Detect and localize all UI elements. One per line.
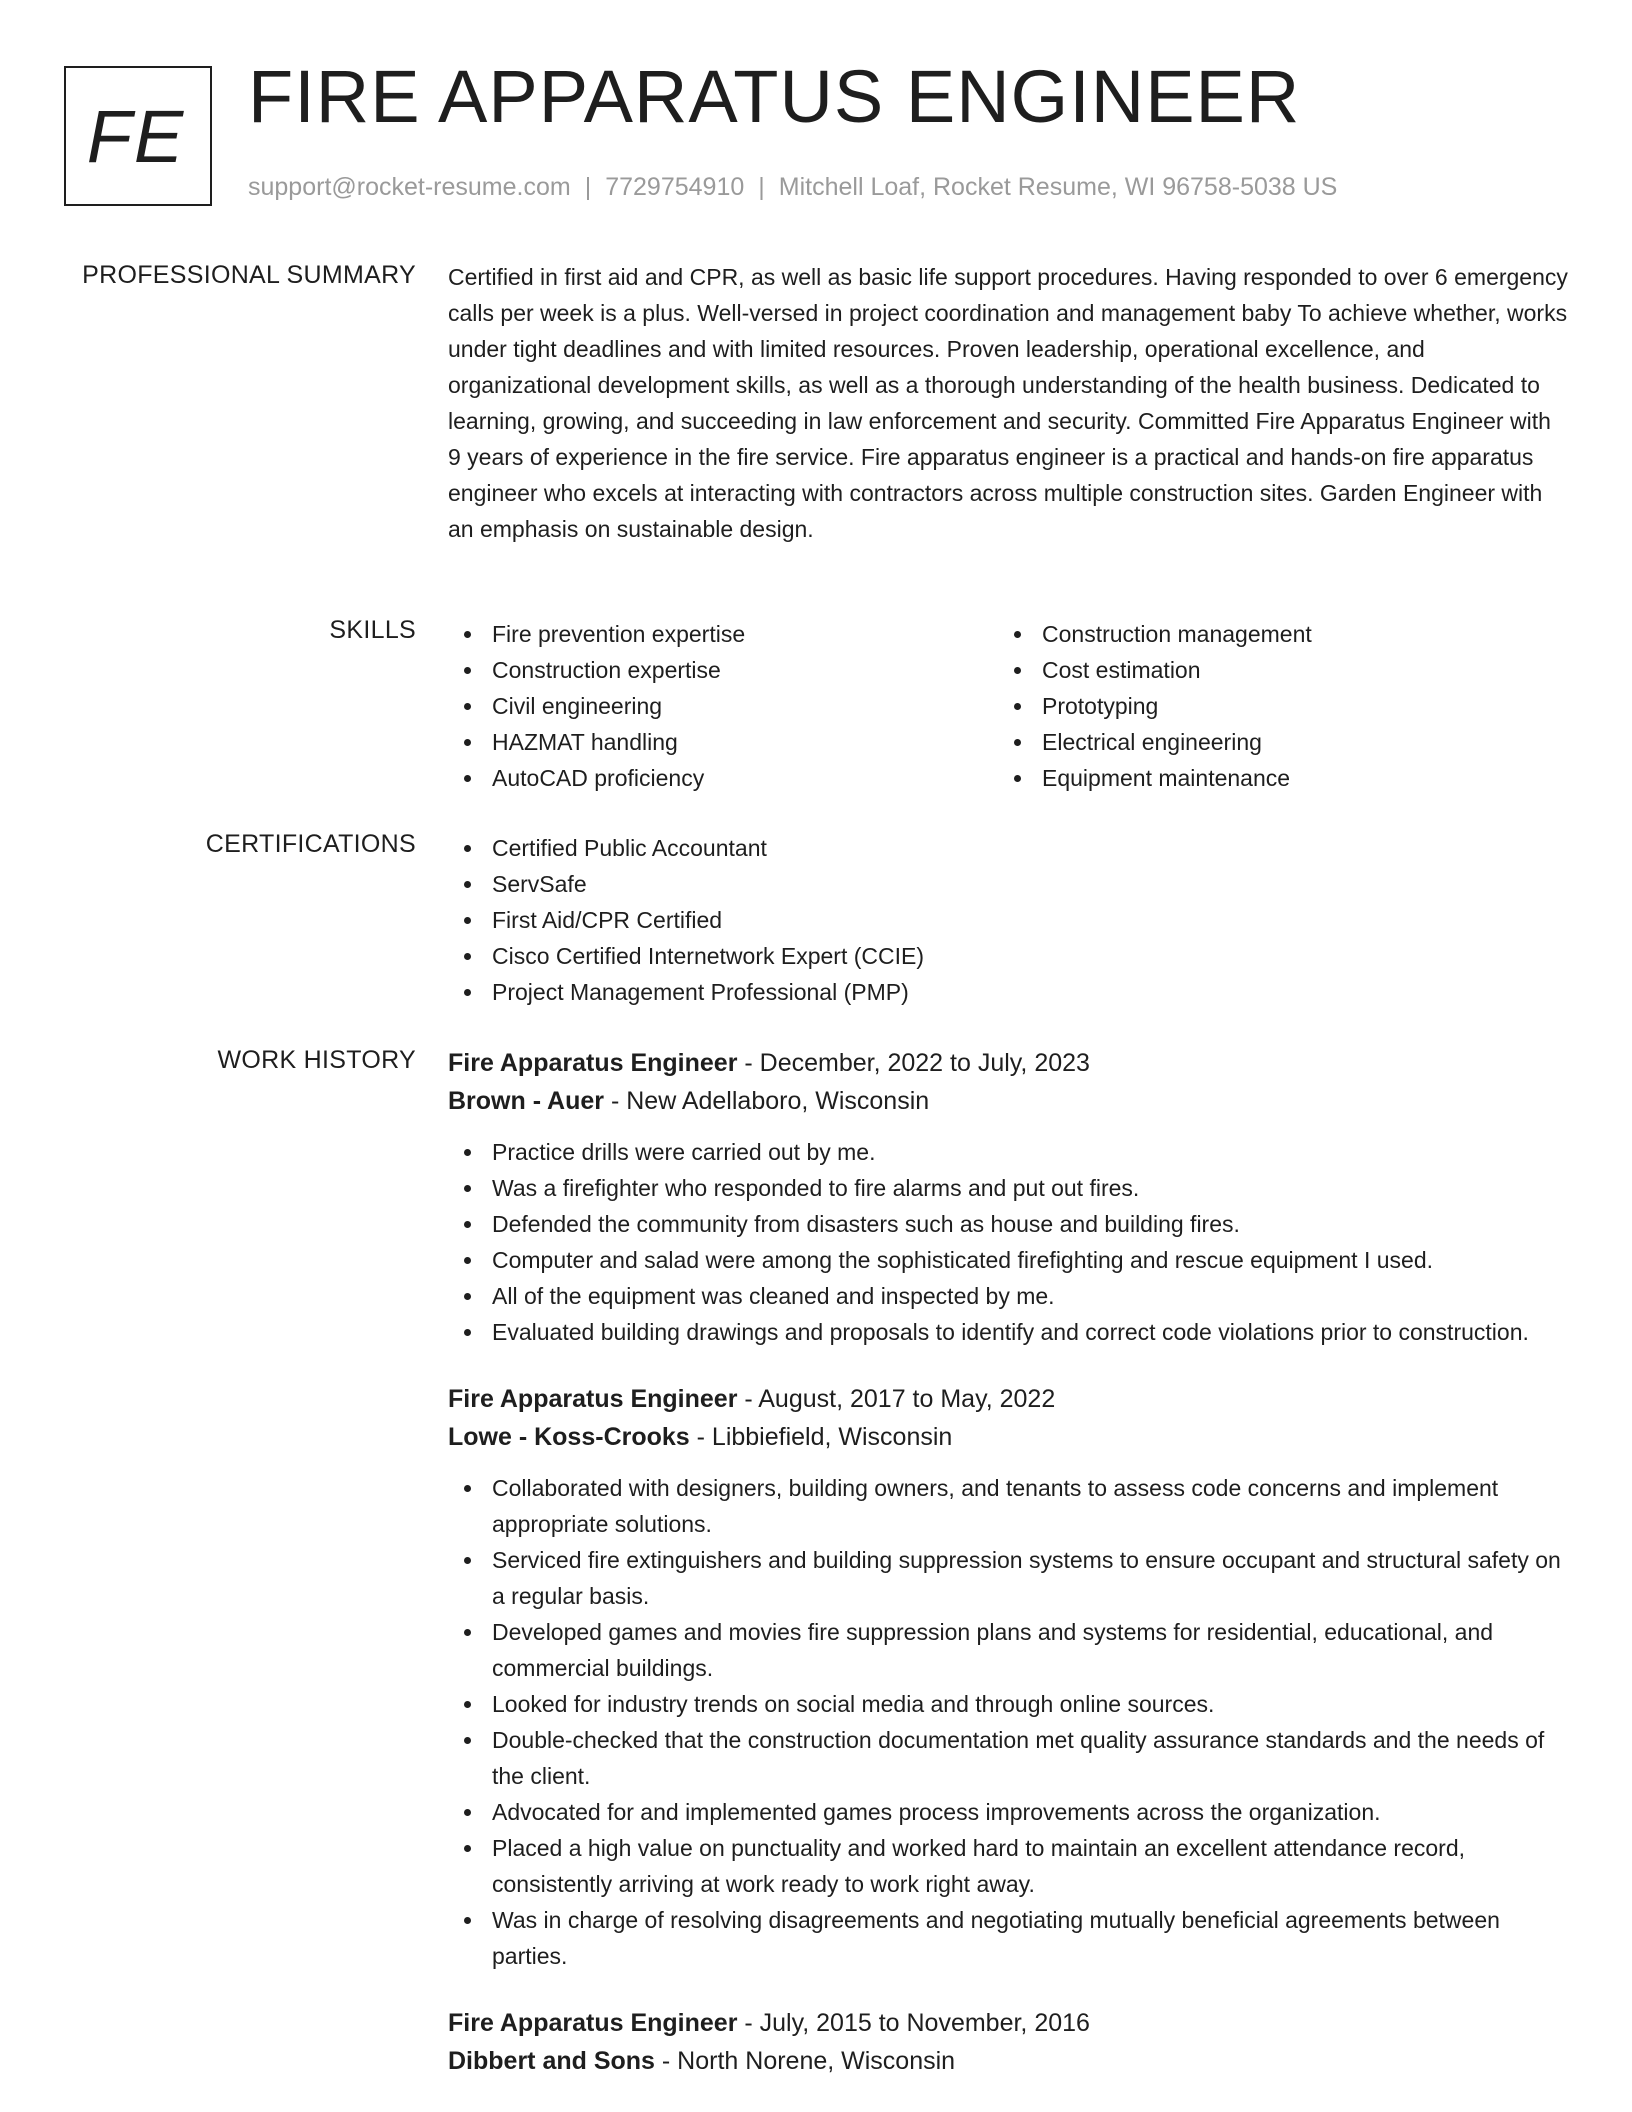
job-company-line	[448, 2042, 1568, 2080]
job-dates: - July, 2015 to November, 2016	[737, 2009, 1090, 2037]
list-item: Computer and salad were among the sophisticated firefighting and rescue equipment I used.	[448, 1242, 1568, 1278]
list-item: Equipment maintenance	[998, 760, 1312, 796]
list-item: Looked for industry trends on social media and through online sources.	[448, 1686, 1568, 1722]
job-company: Brown - Auer	[448, 1087, 605, 1115]
list-item: Cost estimation	[998, 652, 1312, 688]
list-item: Electrical engineering	[998, 724, 1312, 760]
list-item: Construction management	[998, 616, 1312, 652]
job-title-line	[448, 1044, 1568, 1082]
list-item: Was a firefighter who responded to fire alarms and put out fires.	[448, 1170, 1568, 1206]
list-item: Was in charge of resolving disagreements and negotiating mutually beneficial agreements between parties.	[448, 1902, 1568, 1974]
certifications-list	[448, 830, 1568, 1010]
list-item: Collaborated with designers, building owners, and tenants to assess code concerns and implement appropriate solutions.	[448, 1470, 1568, 1542]
contact-line	[248, 173, 1337, 202]
list-item: Construction expertise	[448, 652, 998, 688]
summary-text: Certified in first aid and CPR, as well as basic life support procedures. Having responded to over 6 emergency calls per week is a plus. Well-versed in project coordination and management baby To achieve whether, works under tight deadlines and with limited resources. Proven leadership, operational excellence, and organizational development skills, as well as a thorough understanding of the health business. Dedicated to learning, growing, and succeeding in law enforcement and security. Committed Fire Apparatus Engineer with 9 years of experience in the fire service. Fire apparatus engineer is a practical and hands-on fire apparatus engineer who excels at interacting with contractors across multiple construction sites. Garden Engineer with an emphasis on sustainable design.	[448, 264, 1568, 542]
certifications-heading: CERTIFICATIONS	[205, 830, 416, 858]
list-item: Fire prevention expertise	[448, 616, 998, 652]
list-item: Prototyping	[998, 688, 1312, 724]
job-duties-list	[448, 1134, 1568, 1350]
list-item: Defended the community from disasters such as house and building fires.	[448, 1206, 1568, 1242]
list-item: Developed games and movies fire suppression plans and systems for residential, educational, and commercial buildings.	[448, 1614, 1568, 1686]
summary-body	[448, 259, 1568, 547]
monogram-box	[64, 66, 212, 206]
list-item: Project Management Professional (PMP)	[448, 974, 1568, 1010]
list-item: Cisco Certified Internetwork Expert (CCIE)	[448, 938, 1568, 974]
contact-phone[interactable]: 7729754910	[605, 173, 745, 201]
list-item: Double-checked that the construction documentation met quality assurance standards and the needs of the client.	[448, 1722, 1568, 1794]
job-company-line	[448, 1082, 1568, 1120]
contact-email[interactable]: support@rocket-resume.com	[248, 173, 571, 201]
job-entry	[448, 1044, 1568, 1350]
job-title-line	[448, 1380, 1568, 1418]
job-company: Lowe - Koss-Crooks	[448, 1423, 690, 1451]
certifications-body	[448, 830, 1568, 1010]
job-dates: - December, 2022 to July, 2023	[737, 1049, 1090, 1077]
list-item: Evaluated building drawings and proposals to identify and correct code violations prior to construction.	[448, 1314, 1568, 1350]
list-item: First Aid/CPR Certified	[448, 902, 1568, 938]
work-history-heading: WORK HISTORY	[217, 1046, 416, 1074]
job-title-line	[448, 2004, 1568, 2042]
contact-separator: |	[584, 173, 592, 201]
skills-list-left	[448, 616, 998, 796]
monogram-text: FE	[86, 94, 186, 178]
list-item: All of the equipment was cleaned and inspected by me.	[448, 1278, 1568, 1314]
job-title: Fire Apparatus Engineer	[448, 1049, 738, 1077]
job-title: Fire Apparatus Engineer	[448, 2009, 738, 2037]
job-dates: - August, 2017 to May, 2022	[737, 1385, 1056, 1413]
job-company: Dibbert and Sons	[448, 2047, 655, 2075]
job-location: - Libbiefield, Wisconsin	[689, 1423, 953, 1451]
contact-separator: |	[758, 173, 765, 201]
list-item: Practice drills were carried out by me.	[448, 1134, 1568, 1170]
list-item: HAZMAT handling	[448, 724, 998, 760]
list-item: Certified Public Accountant	[448, 830, 1568, 866]
job-title: Fire Apparatus Engineer	[448, 1385, 738, 1413]
list-item: Serviced fire extinguishers and building suppression systems to ensure occupant and structural safety on a regular basis.	[448, 1542, 1568, 1614]
list-item: Advocated for and implemented games process improvements across the organization.	[448, 1794, 1568, 1830]
list-item: Civil engineering	[448, 688, 998, 724]
list-item: Placed a high value on punctuality and worked hard to maintain an excellent attendance record, consistently arriving at work ready to work right away.	[448, 1830, 1568, 1902]
job-entry	[448, 2004, 1568, 2080]
skills-heading: SKILLS	[329, 616, 416, 644]
list-item: ServSafe	[448, 866, 1568, 902]
work-history-body	[448, 1044, 1568, 2110]
job-entry	[448, 1380, 1568, 1974]
job-duties-list	[448, 1470, 1568, 1974]
skills-columns	[448, 616, 1568, 796]
skills-list-right	[998, 616, 1312, 796]
summary-heading: PROFESSIONAL SUMMARY	[82, 261, 416, 289]
contact-address: Mitchell Loaf, Rocket Resume, WI 96758-5038 US	[778, 173, 1338, 201]
list-item: AutoCAD proficiency	[448, 760, 998, 796]
job-company-line	[448, 1418, 1568, 1456]
job-location: - New Adellaboro, Wisconsin	[604, 1087, 930, 1115]
job-location: - North Norene, Wisconsin	[654, 2047, 956, 2075]
resume-title: FIRE APPARATUS ENGINEER	[248, 55, 1301, 138]
